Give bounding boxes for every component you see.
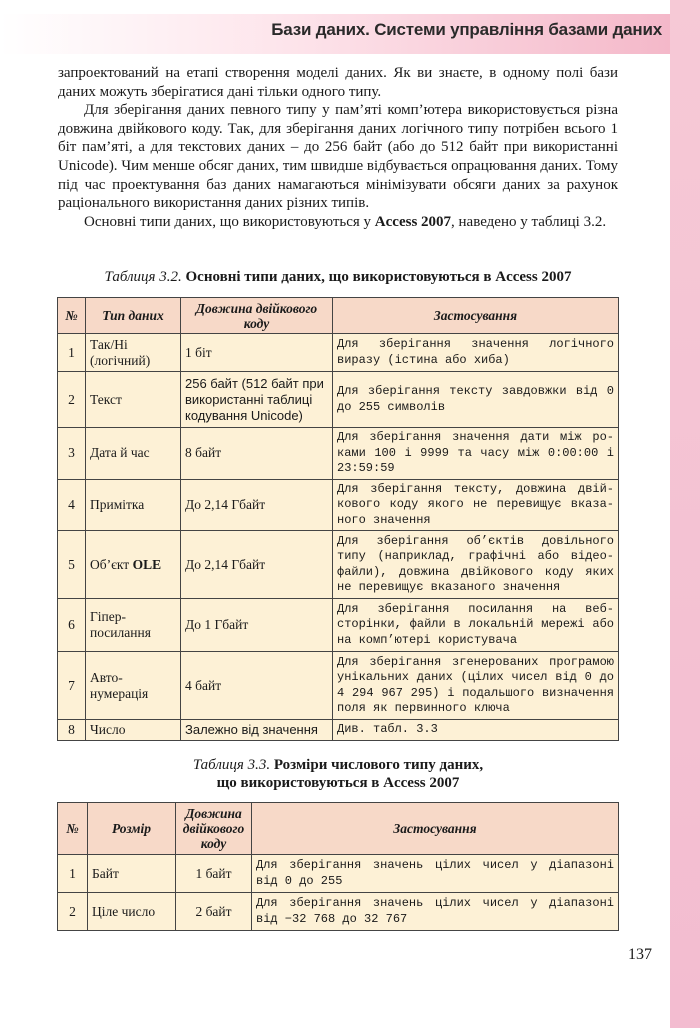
cell-num: 3 [58, 428, 86, 480]
header-num: № [58, 298, 86, 334]
cell-num: 7 [58, 652, 86, 720]
body-text [58, 64, 618, 231]
table-3-2-header-row [58, 298, 619, 334]
cell-type: Число [86, 720, 181, 741]
table-row [58, 599, 619, 652]
table-3-3-caption-title-1: Розміри числового типу даних, [273, 757, 484, 773]
cell-num: 6 [58, 599, 86, 652]
table-row [58, 720, 619, 741]
table-row [58, 531, 619, 599]
paragraph-1: запроектований на етапі створення моделі даних. Як ви знаєте, в одному полі бази даних можуть зберігатися дані тільки одного типу. [58, 65, 618, 100]
header-size: Розмір [88, 803, 176, 855]
cell-num: 5 [58, 531, 86, 599]
cell-type: Текст [86, 372, 181, 428]
cell-length: До 2,14 Гбайт [181, 479, 333, 531]
cell-length: Залежно від значення [181, 720, 333, 741]
table-3-2-caption-label: Таблиця 3.2. [104, 269, 182, 285]
cell-usage: Для зберігання згенерованих програмою унікальних даних (цілих чисел від 0 до 4 294 967 295) і подальшого визначення поля як первинного ключа [333, 652, 619, 720]
cell-usage: Для зберігання значень цілих чисел у діапазоні від −32 768 до 32 767 [252, 893, 619, 931]
cell-num: 1 [58, 855, 88, 893]
cell-type: Гіперпосилання [86, 599, 181, 652]
cell-usage: Для зберігання значення дати між роками 100 і 9999 та часу між 0:00:00 і 23:59:59 [333, 428, 619, 480]
cell-usage: Для зберігання значень цілих чисел у діапазоні від 0 до 255 [252, 855, 619, 893]
cell-usage: Для зберігання тексту, довжина двійкового коду якого не перевищує вказаного значення [333, 479, 619, 531]
table-row [58, 428, 619, 480]
table-row [58, 855, 619, 893]
paragraph-3-bold: Access 2007 [374, 213, 452, 230]
table-row [58, 372, 619, 428]
cell-num: 2 [58, 372, 86, 428]
cell-usage: Для зберігання значення логічного виразу (істина або хиба) [333, 334, 619, 372]
table-3-3-caption [58, 756, 618, 792]
paragraph-3 [58, 213, 618, 232]
cell-usage: Для зберігання тексту завдовжки від 0 до 255 символів [333, 372, 619, 428]
cell-num: 8 [58, 720, 86, 741]
cell-length: До 2,14 Гбайт [181, 531, 333, 599]
header-num: № [58, 803, 88, 855]
cell-length: До 1 Гбайт [181, 599, 333, 652]
page-number: 137 [628, 946, 652, 963]
cell-type: Так/Ні (логічний) [86, 334, 181, 372]
table-3-3-caption-line-1 [58, 756, 618, 774]
cell-length: 1 байт [176, 855, 252, 893]
cell-type: Автонумерація [86, 652, 181, 720]
table-3-2 [57, 297, 619, 741]
table-3-3-header-row [58, 803, 619, 855]
cell-type-pre: Об’єкт [90, 556, 133, 572]
table-3-3-caption-title-2: що використовуються в Access 2007 [216, 775, 460, 791]
cell-type: Примітка [86, 479, 181, 531]
header-usage: Застосування [252, 803, 619, 855]
table-3-2-caption-title: Основні типи даних, що використовуються в Access 2007 [185, 269, 572, 285]
cell-length: 1 біт [181, 334, 333, 372]
cell-size: Байт [88, 855, 176, 893]
header-length: Довжина двійкового коду [181, 298, 333, 334]
side-color-strip [670, 0, 700, 1028]
table-row [58, 334, 619, 372]
cell-num: 4 [58, 479, 86, 531]
cell-length: 256 байт (512 байт при використанні таблиці кодування Unicode) [181, 372, 333, 428]
table-3-3-caption-label: Таблиця 3.3. [192, 757, 271, 773]
cell-type-bold: OLE [132, 556, 162, 572]
cell-length: 2 байт [176, 893, 252, 931]
paragraph-3-pre: Основні типи даних, що використовуються у [84, 213, 375, 230]
table-row [58, 652, 619, 720]
cell-type [86, 531, 181, 599]
header-usage: Застосування [333, 298, 619, 334]
cell-usage: Для зберігання об’єктів довільного типу (наприклад, графічні або відеофайли), довжина двійкового коду яких не перевищує вказаного значення [333, 531, 619, 599]
table-3-3 [57, 802, 619, 931]
table-row [58, 893, 619, 931]
cell-usage: Див. табл. 3.3 [333, 720, 619, 741]
running-header-title: Бази даних. Системи управління базами даних [271, 20, 662, 39]
cell-num: 2 [58, 893, 88, 931]
header-length: Довжина двійкового коду [176, 803, 252, 855]
header-type: Тип даних [86, 298, 181, 334]
cell-size: Ціле число [88, 893, 176, 931]
table-3-2-caption [58, 268, 618, 286]
cell-usage: Для зберігання посилання на вебсторінки, файли в локальній мережі або на комп’ютері користувача [333, 599, 619, 652]
cell-length: 8 байт [181, 428, 333, 480]
cell-type: Дата й час [86, 428, 181, 480]
table-row [58, 479, 619, 531]
cell-num: 1 [58, 334, 86, 372]
paragraph-2: Для зберігання даних певного типу у пам’яті комп’ютера використовується різна довжина двійкового коду. Так, для зберігання даних логічного типу потрібен всього 1 біт пам’яті, а для текстових даних – до 256 байт (або до 512 байт при використанні Unicode). Чим менше обсяг даних, тим швидше відбувається опрацювання даних. Тому під час проектування баз даних намагаються мінімізувати обсяги даних за рахунок раціонального використання даних різних типів. [58, 102, 618, 212]
paragraph-3-post: , наведено у таблиці 3.2. [451, 213, 607, 230]
cell-length: 4 байт [181, 652, 333, 720]
